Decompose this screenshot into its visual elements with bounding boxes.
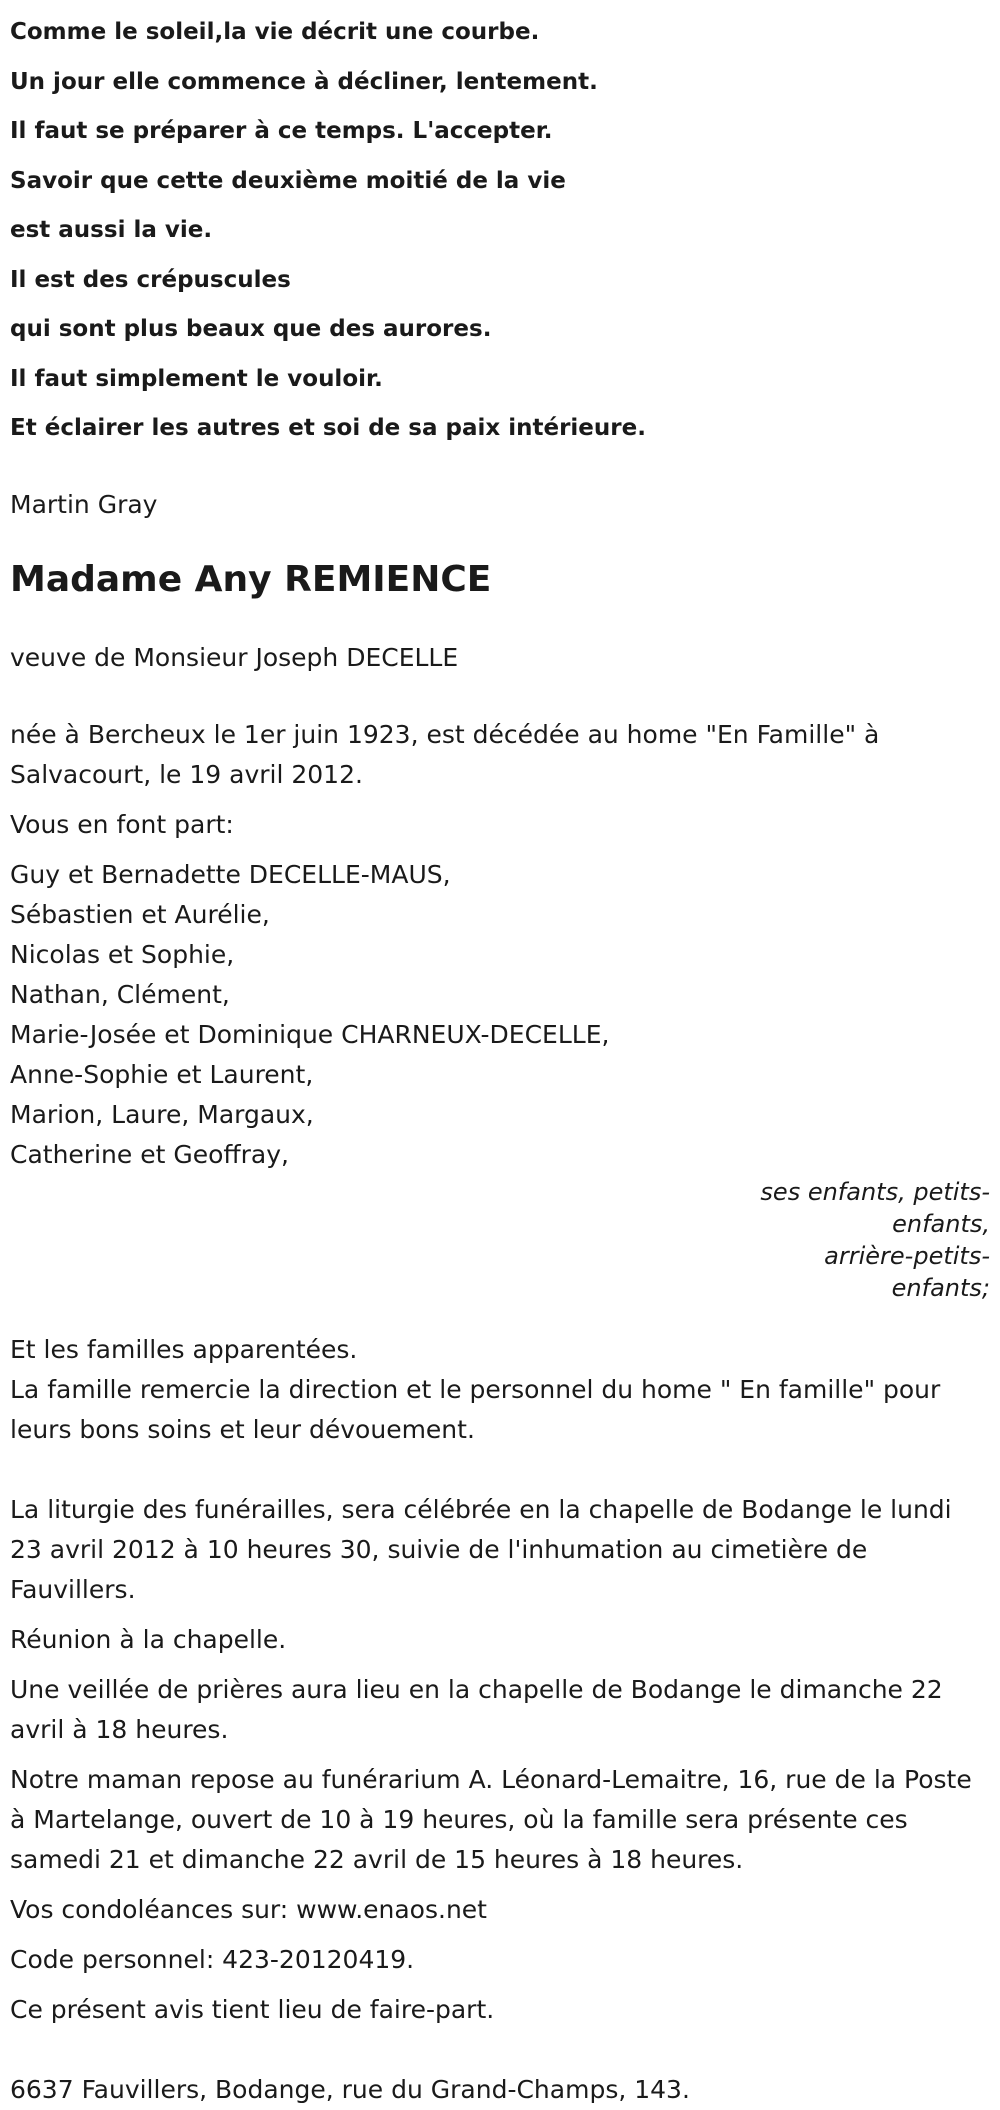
poem-line: Il faut se préparer à ce temps. L'accepter. bbox=[10, 118, 553, 144]
personal-code: Code personnel: 423-20120419. bbox=[10, 1944, 415, 1974]
notice-text: Ce présent avis tient lieu de faire-part. bbox=[10, 1994, 495, 2024]
meeting-text: Réunion à la chapelle. bbox=[10, 1624, 287, 1654]
poem-line: Un jour elle commence à décliner, lentement. bbox=[10, 68, 598, 95]
relations-line: arrière-petits-enfants; bbox=[824, 1241, 990, 1302]
poem-line: qui sont plus beaux que des aurores. bbox=[10, 316, 492, 342]
family-member: Marie-Josée et Dominique CHARNEUX-DECELLE, bbox=[10, 1019, 610, 1049]
poem bbox=[10, 8, 990, 454]
relatives-text: Et les familles apparentées. bbox=[10, 1334, 358, 1364]
thanks-text: La famille remercie la direction et le personnel du home " En famille" pour leurs bons soins et leur dévouement. bbox=[10, 1374, 941, 1444]
condolences-text: Vos condoléances sur: www.enaos.net bbox=[10, 1894, 487, 1924]
poem-line: Savoir que cette deuxième moitié de la vie bbox=[10, 167, 566, 194]
liturgy-text: La liturgie des funérailles, sera célébrée en la chapelle de Bodange le lundi 23 avril 2012 à 10 heures 30, suivie de l'inhumation au cimetière de Fauvillers. bbox=[10, 1494, 952, 1604]
family-member: Guy et Bernadette DECELLE-MAUS, bbox=[10, 859, 451, 889]
poem-author: Martin Gray bbox=[10, 489, 158, 519]
announcement-intro: Vous en font part: bbox=[10, 809, 234, 839]
family-member: Anne-Sophie et Laurent, bbox=[10, 1059, 314, 1089]
family-relations bbox=[10, 1175, 990, 1330]
vigil-text: Une veillée de prières aura lieu en la chapelle de Bodange le dimanche 22 avril à 18 heures. bbox=[10, 1674, 943, 1744]
poem-line: Comme le soleil,la vie décrit une courbe. bbox=[10, 19, 540, 45]
relations-line: ses enfants, petits-enfants, bbox=[760, 1177, 990, 1238]
poem-line: Il est des crépuscules bbox=[10, 266, 291, 293]
poem-line: est aussi la vie. bbox=[10, 217, 213, 243]
address: 6637 Fauvillers, Bodange, rue du Grand-Champs, 143. bbox=[10, 2074, 690, 2104]
birth-death-info: née à Bercheux le 1er juin 1923, est décédée au home "En Famille" à Salvacourt, le 19 avril 2012. bbox=[10, 719, 880, 789]
poem-line: Et éclairer les autres et soi de sa paix intérieure. bbox=[10, 415, 646, 441]
family-member: Nathan, Clément, bbox=[10, 979, 230, 1009]
rest-text: Notre maman repose au funérarium A. Léonard-Lemaitre, 16, rue de la Poste à Martelange, ouvert de 10 à 19 heures, où la famille sera présente ces samedi 21 et dimanche 22 avril de 15 heures à 18 heures. bbox=[10, 1764, 972, 1874]
widow-of: veuve de Monsieur Joseph DECELLE bbox=[10, 642, 459, 672]
poem-line: Il faut simplement le vouloir. bbox=[10, 365, 383, 392]
family-list bbox=[10, 855, 990, 1175]
family-member: Nicolas et Sophie, bbox=[10, 939, 235, 969]
deceased-name: Madame Any REMIENCE bbox=[10, 558, 492, 600]
obituary-notice bbox=[10, 8, 990, 2110]
family-member: Catherine et Geoffray, bbox=[10, 1139, 289, 1169]
family-member: Sébastien et Aurélie, bbox=[10, 899, 270, 929]
family-member: Marion, Laure, Margaux, bbox=[10, 1099, 314, 1129]
